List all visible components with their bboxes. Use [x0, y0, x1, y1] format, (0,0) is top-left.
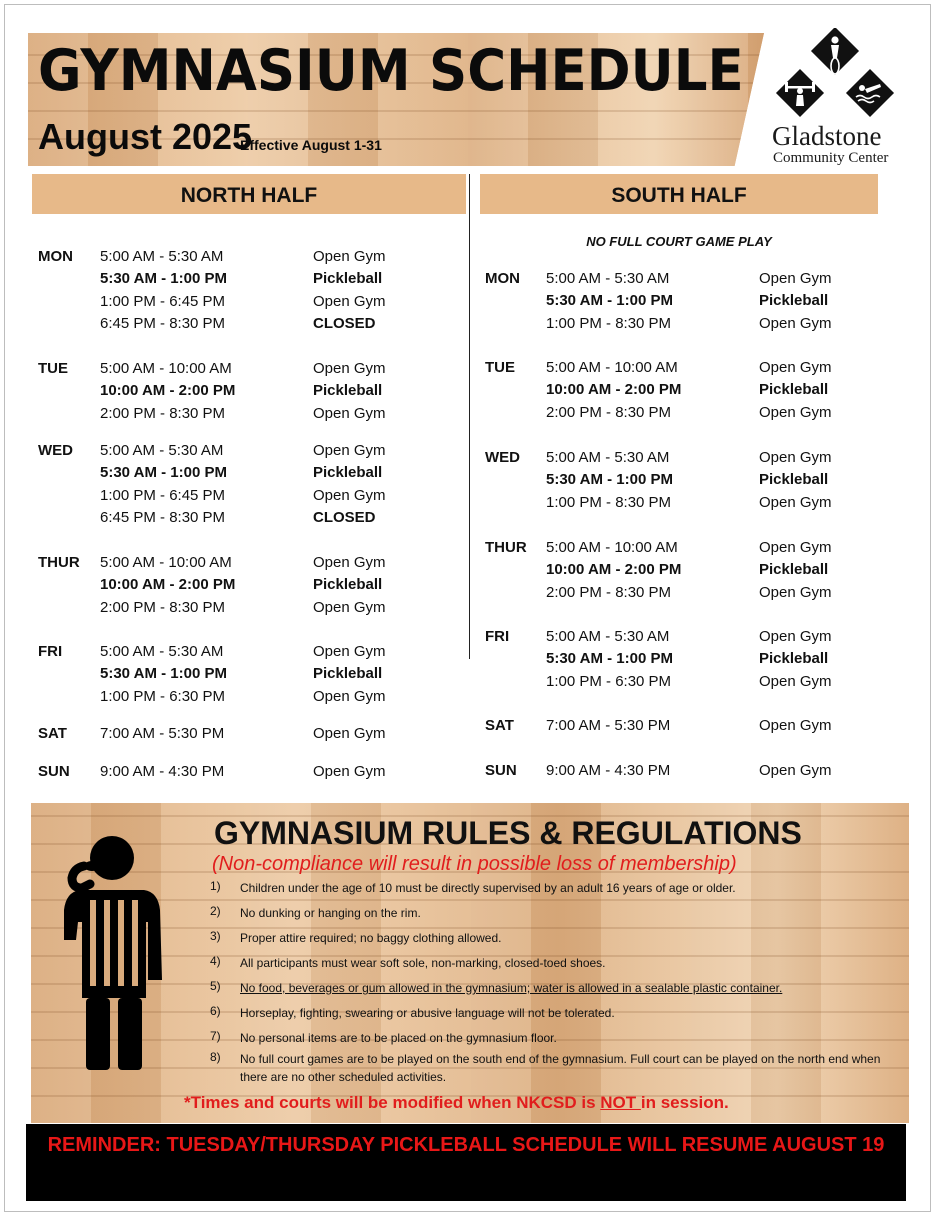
footnote-text: *Times and courts will be modified when NKCSD is — [184, 1093, 601, 1112]
activity: Pickleball — [313, 382, 383, 400]
time-slot: 5:30 AM - 1:00 PM — [100, 464, 227, 482]
rules-subtitle: (Non-compliance will result in possible loss of membership) — [212, 853, 737, 875]
time-slot: 2:00 PM - 8:30 PM — [546, 403, 672, 421]
activity: Open Gym — [759, 539, 832, 556]
activity: Open Gym — [759, 628, 832, 645]
north-half-heading: NORTH HALF — [32, 174, 466, 214]
reminder-text: REMINDER: TUESDAY/THURSDAY PICKLEBALL SCHEDULE WILL RESUME AUGUST 19 — [47, 1134, 885, 1156]
activity: Pickleball — [759, 292, 829, 310]
activity: Open Gym — [313, 643, 386, 660]
rule-text: No personal items are to be placed on the gymnasium floor. — [240, 1031, 557, 1045]
day-label: SUN — [485, 762, 517, 779]
time-slot: 5:00 AM - 5:30 AM — [546, 449, 670, 466]
footnote-not: NOT — [600, 1093, 641, 1112]
time-slot: 5:00 AM - 10:00 AM — [546, 539, 678, 556]
logo-name: Gladstone — [772, 121, 882, 151]
day-label: TUE — [485, 359, 515, 376]
time-slot: 10:00 AM - 2:00 PM — [100, 382, 236, 400]
rule-text: Horseplay, fighting, swearing or abusive language will not be tolerated. — [240, 1006, 615, 1020]
rule-text: All participants must wear soft sole, non-marking, closed-toed shoes. — [240, 956, 606, 970]
time-slot: 5:00 AM - 5:30 AM — [100, 248, 224, 265]
time-slot: 9:00 AM - 4:30 PM — [100, 763, 225, 780]
time-slot: 5:00 AM - 5:30 AM — [100, 442, 224, 459]
day-label: SAT — [38, 725, 67, 742]
time-slot: 9:00 AM - 4:30 PM — [546, 762, 671, 779]
activity: Open Gym — [313, 486, 386, 504]
day-label: MON — [485, 270, 520, 287]
time-slot: 5:00 AM - 5:30 AM — [546, 628, 670, 645]
activity: Open Gym — [313, 725, 386, 742]
activity: Open Gym — [759, 762, 832, 779]
footnote-end: in session. — [640, 1093, 729, 1112]
page-title: GYMNASIUM SCHEDULE — [38, 38, 744, 104]
rule-number: 7) — [210, 1029, 221, 1043]
referee-whistle-icon — [40, 830, 170, 1080]
south-note: NO FULL COURT GAME PLAY — [586, 234, 772, 249]
activity: Pickleball — [759, 471, 829, 489]
activity: Open Gym — [313, 404, 386, 422]
time-slot: 5:30 AM - 1:00 PM — [546, 650, 673, 668]
activity: Pickleball — [759, 650, 829, 668]
activity: Open Gym — [759, 314, 832, 332]
activity: CLOSED — [313, 314, 376, 332]
time-slot: 5:30 AM - 1:00 PM — [546, 292, 673, 310]
time-slot: 5:00 AM - 5:30 AM — [546, 270, 670, 287]
activity: Pickleball — [313, 665, 383, 683]
rules-footnote — [184, 1093, 729, 1113]
time-slot: 5:30 AM - 1:00 PM — [100, 665, 227, 683]
activity: Open Gym — [313, 687, 386, 705]
rule-text: No food, beverages or gum allowed in the gymnasium; water is allowed in a sealable plastic container. — [240, 981, 783, 995]
day-label: SUN — [38, 763, 70, 780]
time-slot: 5:30 AM - 1:00 PM — [546, 471, 673, 489]
day-label: TUE — [38, 360, 68, 377]
time-slot: 10:00 AM - 2:00 PM — [546, 561, 682, 579]
rule-text: Children under the age of 10 must be directly supervised by an adult 16 years of age or older. — [240, 881, 736, 895]
activity: Open Gym — [759, 672, 832, 690]
activity: Open Gym — [759, 449, 832, 466]
rule-number: 1) — [210, 879, 221, 893]
rule-number: 4) — [210, 954, 221, 968]
rule-text: No dunking or hanging on the rim. — [240, 906, 421, 920]
day-label: MON — [38, 248, 73, 265]
time-slot: 5:00 AM - 10:00 AM — [100, 554, 232, 571]
time-slot: 1:00 PM - 6:45 PM — [100, 486, 226, 504]
rule-text: Proper attire required; no baggy clothing allowed. — [240, 931, 502, 945]
schedule-month: August 2025 — [38, 116, 253, 157]
activity: Open Gym — [313, 292, 386, 310]
time-slot: 7:00 AM - 5:30 PM — [546, 717, 671, 734]
activity: Open Gym — [759, 717, 832, 734]
time-slot: 5:00 AM - 10:00 AM — [100, 360, 232, 377]
logo-subtitle: Community Center — [773, 150, 889, 166]
day-label: THUR — [38, 554, 80, 571]
time-slot: 7:00 AM - 5:30 PM — [100, 725, 225, 742]
activity: Pickleball — [313, 270, 383, 288]
activity: Open Gym — [313, 763, 386, 780]
time-slot: 1:00 PM - 8:30 PM — [546, 493, 672, 511]
time-slot: 5:00 AM - 5:30 AM — [100, 643, 224, 660]
time-slot: 1:00 PM - 6:30 PM — [100, 687, 226, 705]
rule-number: 3) — [210, 929, 221, 943]
day-label: THUR — [485, 539, 527, 556]
weightlifter-icon — [776, 69, 824, 117]
activity: Pickleball — [313, 464, 383, 482]
activity: Open Gym — [759, 583, 832, 601]
day-label: FRI — [485, 628, 510, 645]
time-slot: 2:00 PM - 8:30 PM — [100, 598, 226, 616]
time-slot: 6:45 PM - 8:30 PM — [100, 508, 226, 526]
effective-dates: Effective August 1-31 — [240, 137, 382, 153]
day-label: WED — [485, 449, 520, 466]
time-slot: 5:00 AM - 10:00 AM — [546, 359, 678, 376]
activity: Pickleball — [759, 561, 829, 579]
south-half-heading: SOUTH HALF — [480, 174, 878, 214]
activity: CLOSED — [313, 508, 376, 526]
activity: Open Gym — [313, 554, 386, 571]
time-slot: 6:45 PM - 8:30 PM — [100, 314, 226, 332]
activity: Open Gym — [759, 359, 832, 376]
activity: Pickleball — [313, 576, 383, 594]
kayak-person-icon — [811, 28, 859, 75]
activity: Open Gym — [313, 248, 386, 265]
column-divider — [469, 174, 470, 659]
activity: Open Gym — [759, 493, 832, 511]
activity: Open Gym — [313, 442, 386, 459]
day-label: SAT — [485, 717, 514, 734]
day-label: FRI — [38, 643, 63, 660]
activity: Open Gym — [313, 598, 386, 616]
day-label: WED — [38, 442, 73, 459]
time-slot: 5:30 AM - 1:00 PM — [100, 270, 227, 288]
time-slot: 1:00 PM - 6:30 PM — [546, 672, 672, 690]
activity: Open Gym — [759, 403, 832, 421]
time-slot: 10:00 AM - 2:00 PM — [100, 576, 236, 594]
activity: Open Gym — [759, 270, 832, 287]
time-slot: 2:00 PM - 8:30 PM — [546, 583, 672, 601]
rule-number: 5) — [210, 979, 221, 993]
rule-number: 2) — [210, 904, 221, 918]
time-slot: 1:00 PM - 6:45 PM — [100, 292, 226, 310]
time-slot: 2:00 PM - 8:30 PM — [100, 404, 226, 422]
rules-title: GYMNASIUM RULES & REGULATIONS — [214, 815, 802, 851]
swimmer-icon — [846, 69, 894, 117]
time-slot: 1:00 PM - 8:30 PM — [546, 314, 672, 332]
activity: Pickleball — [759, 381, 829, 399]
time-slot: 10:00 AM - 2:00 PM — [546, 381, 682, 399]
rule-number: 6) — [210, 1004, 221, 1018]
activity: Open Gym — [313, 360, 386, 377]
rule-text: No full court games are to be played on the south end of the gymnasium. Full court can be played on the north end when there are no other scheduled activities. — [240, 1052, 881, 1084]
rule-number: 8) — [210, 1050, 221, 1064]
